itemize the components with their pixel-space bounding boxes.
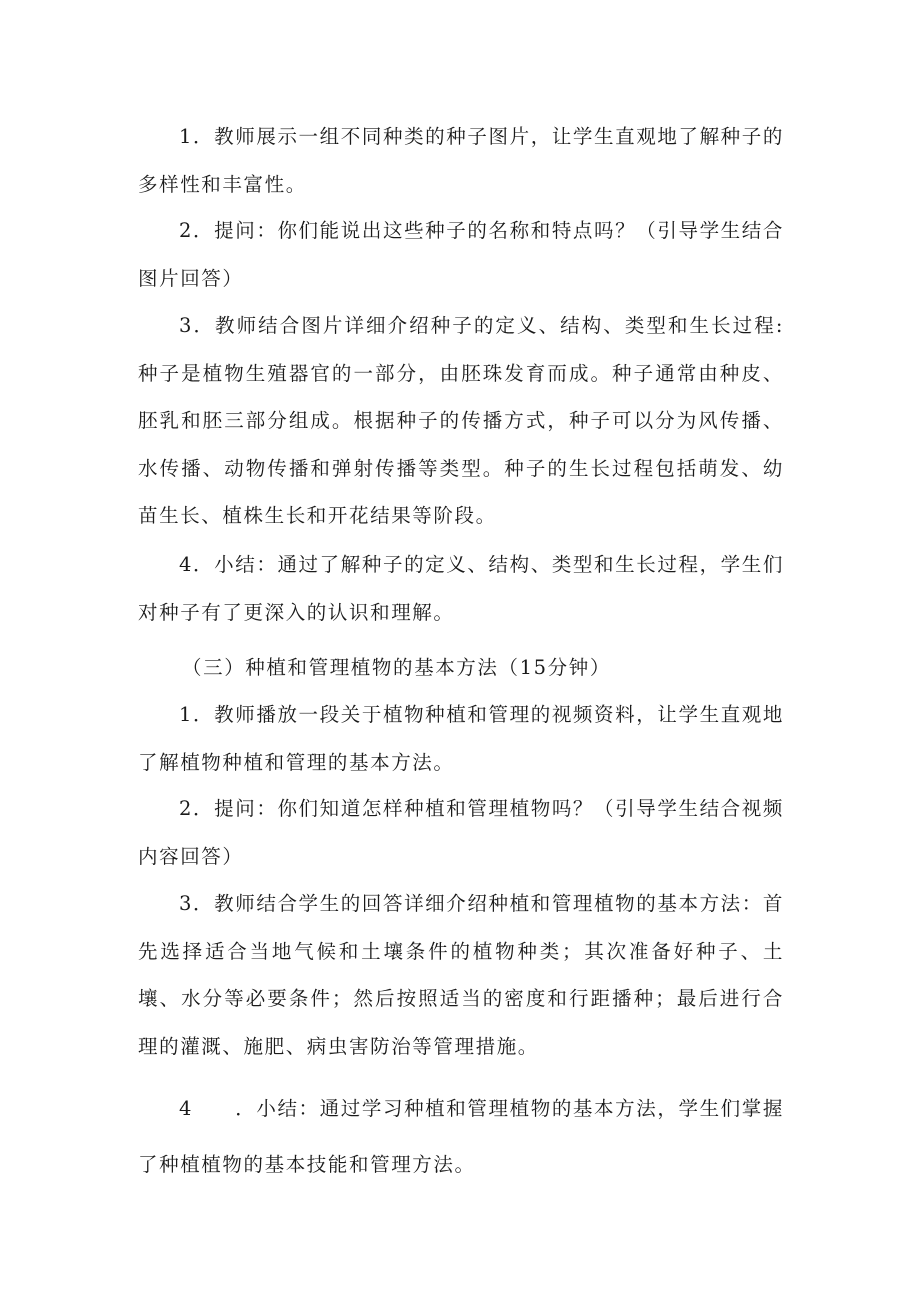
paragraph-seed-summary: 4．小结：通过了解种子的定义、结构、类型和生长过程，学生们对种子有了更深入的认识和理解。	[138, 553, 784, 624]
paragraph-planting-summary: 4 ．小结：通过学习种植和管理植物的基本方法，学生们掌握了种植植物的基本技能和管理方法。	[138, 1097, 784, 1176]
paragraph-seed-images: 1．教师展示一组不同种类的种子图片，让学生直观地了解种子的多样性和丰富性。	[138, 125, 784, 196]
paragraph-planting-video: 1．教师播放一段关于植物种植和管理的视频资料，让学生直观地了解植物种植和管理的基本方法。	[138, 703, 784, 774]
paragraph-question-planting: 2．提问：你们知道怎样种植和管理植物吗？（引导学生结合视频内容回答）	[138, 797, 784, 868]
section-heading-planting: （三）种植和管理植物的基本方法（15分钟）	[182, 656, 611, 679]
paragraph-seed-details: 3．教师结合图片详细介绍种子的定义、结构、类型和生长过程:种子是植物生殖器官的一部分，由胚珠发育而成。种子通常由种皮、胚乳和胚三部分组成。根据种子的传播方式，种子可以分为风传播、水传播、动物传播和弹射传播等类型。种子的生长过程包括萌发、幼苗生长、植株生长和开花结果等阶段。	[138, 314, 784, 528]
paragraph-question-seeds: 2．提问：你们能说出这些种子的名称和特点吗？（引导学生结合图片回答）	[138, 219, 784, 290]
paragraph-planting-methods: 3．教师结合学生的回答详细介绍种植和管理植物的基本方法：首先选择适合当地气候和土壤条件的植物种类；其次准备好种子、土壤、水分等必要条件；然后按照适当的密度和行距播种；最后进行合理的灌溉、施肥、病虫害防治等管理措施。	[138, 892, 784, 1058]
